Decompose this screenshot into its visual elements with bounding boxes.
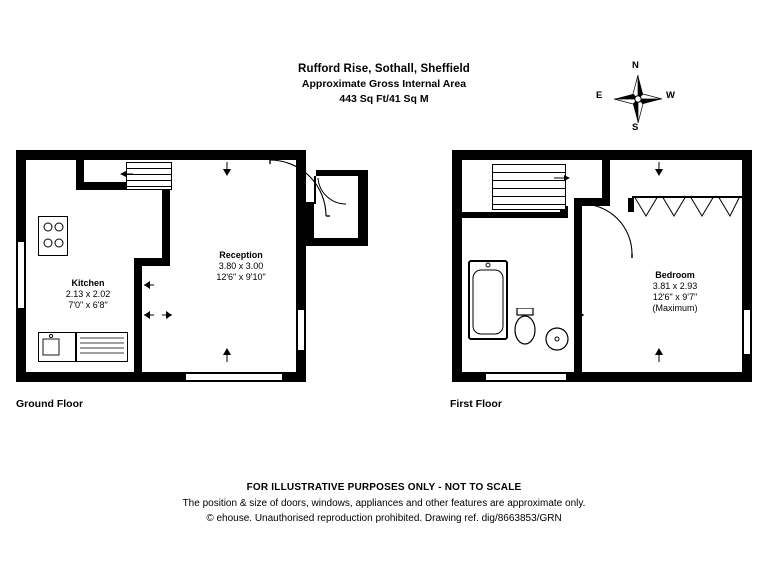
- dimension-arrow-kitchen-right-upper: [144, 278, 158, 292]
- footer-note: The position & size of doors, windows, appliances and other features are approximate only.: [182, 498, 586, 509]
- wall-porch-bottom: [306, 238, 368, 246]
- compass-needle-icon: [612, 73, 664, 125]
- window-left-line1: [17, 242, 18, 308]
- stairs-direction-arrow: [120, 168, 134, 180]
- wall-landing-right: [602, 160, 610, 206]
- room-name: Kitchen: [71, 278, 105, 288]
- compass-label-east: E: [596, 90, 603, 101]
- footer-disclaimer: FOR ILLUSTRATIVE PURPOSES ONLY - NOT TO SCALE: [246, 482, 522, 493]
- room-label-reception: [186, 250, 296, 283]
- window-right-line2: [304, 310, 305, 350]
- dimension-arrow-kitchen-right-lower: [144, 308, 158, 322]
- room-metric: 3.80 x 3.00: [218, 261, 264, 271]
- dimension-arrow-bedroom-left: [570, 308, 584, 322]
- window-line: [743, 310, 744, 354]
- page-title: Rufford Rise, Sothall, Sheffield: [298, 63, 470, 75]
- stair-tread: [126, 180, 172, 181]
- wardrobe-doors-icon: [632, 196, 742, 218]
- window-bottom-line1: [186, 373, 282, 374]
- stairs-direction-arrow: [552, 172, 570, 184]
- stair-tread: [126, 186, 172, 187]
- window-left-line2: [24, 242, 25, 308]
- dimension-arrow-bedroom-bottom: [652, 348, 666, 362]
- page-area: 443 Sq Ft/41 Sq M: [339, 93, 429, 105]
- window-bottom-line2: [186, 380, 282, 381]
- room-label-bedroom: [610, 270, 740, 314]
- dimension-arrow-reception-bottom: [220, 348, 234, 362]
- sink-bowl-icon: [38, 332, 76, 362]
- room-imperial: 12'6" x 9'7": [652, 292, 698, 302]
- basin-fixture-icon: [544, 326, 570, 352]
- room-label-kitchen: [40, 278, 136, 311]
- compass-label-west: W: [666, 90, 675, 101]
- wall-hall-right: [162, 190, 170, 266]
- room-imperial: 12'6" x 9'10": [216, 272, 266, 282]
- bath-inner-icon: [468, 260, 508, 340]
- room-note: (Maximum): [652, 303, 698, 313]
- wc-fixture-icon: [510, 308, 540, 354]
- room-metric: 2.13 x 2.02: [65, 289, 111, 299]
- wall-kitchen-partition: [134, 258, 142, 372]
- window-line: [486, 373, 566, 374]
- compass-rose: [594, 60, 680, 138]
- wall-left: [452, 150, 462, 382]
- drainer-grooves-icon: [76, 332, 128, 362]
- stair-tread: [492, 204, 566, 205]
- dimension-arrow-reception-top: [220, 162, 234, 176]
- compass-label-north: N: [632, 60, 639, 71]
- first-floor-title: First Floor: [450, 398, 502, 410]
- room-name: Reception: [219, 250, 263, 260]
- wall-bathroom-top: [462, 212, 566, 218]
- ground-floor-plan: [16, 150, 332, 390]
- page-subtitle: Approximate Gross Internal Area: [301, 78, 467, 90]
- room-imperial: 7'0" x 6'8": [68, 300, 108, 310]
- wall-top: [16, 150, 306, 160]
- stair-tread: [492, 196, 566, 197]
- footer-copyright: © ehouse. Unauthorised reproduction prohibited. Drawing ref. dig/8663853/GRN: [206, 513, 562, 524]
- room-metric: 3.81 x 2.93: [652, 281, 698, 291]
- page-footer: [0, 482, 768, 524]
- window-line: [750, 310, 751, 354]
- first-floor-plan: [452, 150, 752, 390]
- ground-floor-title: Ground Floor: [16, 398, 84, 410]
- compass-label-south: S: [632, 122, 639, 133]
- stair-tread: [492, 188, 566, 189]
- hob-rings-icon: [38, 216, 68, 256]
- room-name: Bedroom: [655, 270, 695, 280]
- door-swing-porch: [316, 176, 360, 206]
- window-line: [486, 380, 566, 381]
- dimension-arrow-bedroom-top: [652, 162, 666, 176]
- door-jamb-bedroom: [628, 198, 634, 212]
- wall-hall-left: [76, 160, 84, 188]
- dimension-arrow-reception-left: [158, 308, 172, 322]
- wall-top: [452, 150, 752, 160]
- window-right-line1: [297, 310, 298, 350]
